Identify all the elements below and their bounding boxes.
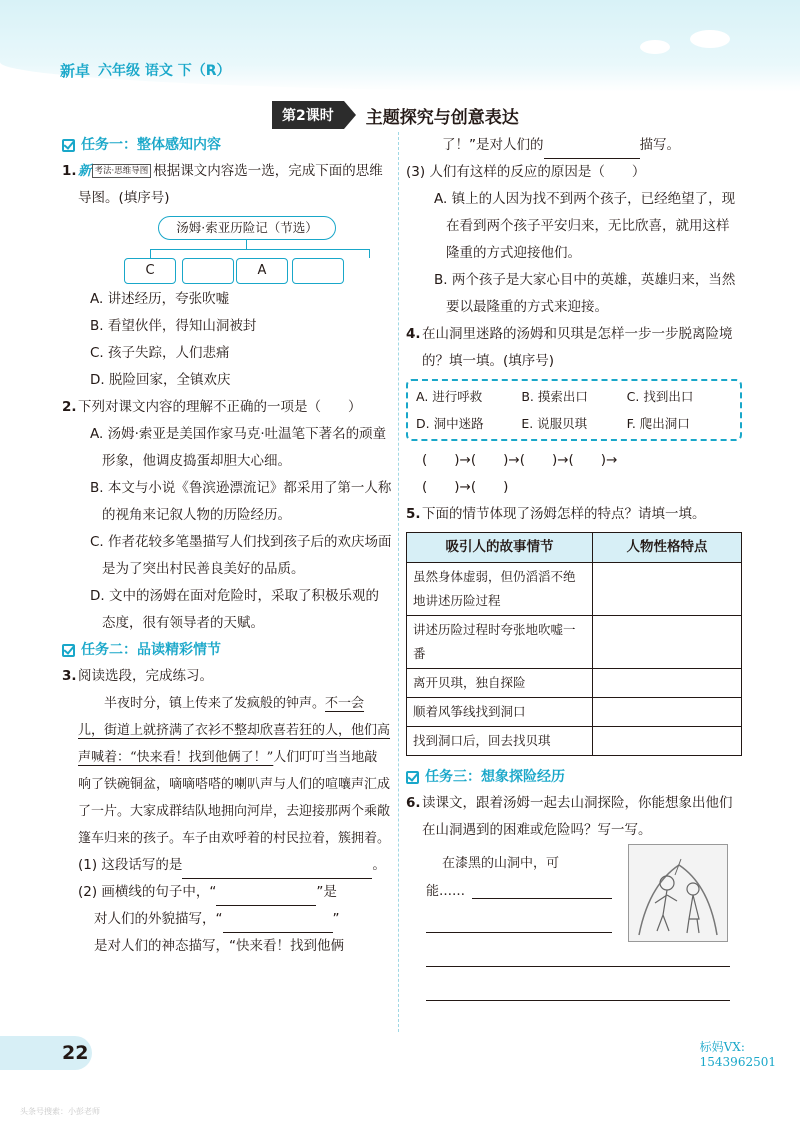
plot-cell: 讲述历险过程时夸张地吹嘘一番	[407, 616, 593, 669]
writing-prompt: 在漆黑的山洞中，可	[442, 856, 560, 871]
sub-question-text: ”是	[316, 884, 337, 900]
brand-logo: 新卓	[60, 62, 91, 80]
answer-blank[interactable]	[182, 863, 372, 879]
sub-question-2-end	[406, 132, 742, 159]
traits-table	[406, 532, 742, 756]
table-row	[407, 616, 742, 669]
answer-cell[interactable]	[593, 616, 742, 669]
question-number: 3.	[62, 668, 77, 684]
passage-text: 半夜时分，镇上传来了发疯般的钟声。	[104, 696, 326, 711]
sub-question-2-cont	[78, 906, 392, 933]
mind-map-box[interactable]	[182, 258, 234, 284]
option-b: B. 两个孩子是大家心目中的英雄，英雄归来，当然要以最隆重的方式来迎接。	[434, 272, 736, 315]
watermark-line: 标妈VX:	[699, 1040, 745, 1054]
mind-map-box[interactable]	[292, 258, 344, 284]
sub-question-text: 是对人们的神态描写，“快来看！找到他俩	[94, 938, 344, 954]
option-a: A. 镇上的人因为找不到两个孩子，已经绝望了，现在看到两个孩子平安归来，无比欣喜，就用这样隆重的方式迎接他们。	[434, 191, 736, 261]
cloud-decoration	[640, 40, 670, 54]
checkbox-icon	[406, 771, 419, 784]
plot-cell: 找到洞口后，回去找贝琪	[407, 727, 593, 756]
table-row	[407, 698, 742, 727]
reading-passage	[78, 690, 392, 852]
watermark-line: 1543962501	[699, 1055, 776, 1069]
underlined-sentence: 不一会儿，街道上就挤满了衣衫不整却欣喜若狂的人，他们高声喊着：“快来看！找到他俩了！”	[78, 696, 391, 765]
table-header: 人物性格特点	[593, 533, 742, 563]
mind-map-box[interactable]: C	[124, 258, 176, 284]
task1-heading	[62, 132, 392, 158]
sub-question-text: ”	[332, 911, 340, 927]
task2-label: 任务二：品读精彩情节	[81, 641, 221, 658]
passage-text: 人们叮叮当当地敲响了铁碗铜盆，嘀嘀嗒嗒的喇叭声与人们的喧嚷声汇成了一片。大家成群结队地拥向河岸，去迎接那两个乘敞篷车归来的孩子。车子由欢呼着的村民拉着，簇拥着。	[78, 750, 391, 846]
option-d: D. 脱险回家，全镇欢庆	[90, 372, 231, 388]
writing-line[interactable]	[426, 932, 612, 933]
question-text: 在山洞里迷路的汤姆和贝琪是怎样一步一步脱离险境的？填一填。(填序号)	[422, 326, 733, 369]
sub-question-text: 描写。	[639, 137, 680, 153]
question-3	[62, 663, 392, 960]
checkbox-icon	[62, 644, 75, 657]
plot-cell: 虽然身体虚弱，但仍滔滔不绝地讲述历险过程	[407, 563, 593, 616]
choice-item: B. 摸索出口	[521, 389, 588, 404]
option-c: C. 作者花较多笔墨描写人们找到孩子后的欢庆场面是为了突出村民善良美好的品质。	[90, 534, 392, 577]
column-divider	[398, 132, 399, 1032]
checkbox-icon	[62, 139, 75, 152]
sub-question-3: (3) 人们有这样的反应的原因是（ ）	[406, 164, 646, 180]
task3-heading	[406, 764, 742, 790]
lesson-title	[272, 100, 519, 130]
question-text: 下面的情节体现了汤姆怎样的特点？请填一填。	[422, 506, 706, 522]
choice-item: D. 洞中迷路	[416, 416, 484, 431]
mind-map-title: 汤姆·索亚历险记（节选）	[158, 216, 336, 240]
mind-map	[78, 212, 392, 286]
answer-cell[interactable]	[593, 727, 742, 756]
lesson-name: 主题探究与创意表达	[365, 107, 519, 128]
question-number: 4.	[406, 326, 421, 342]
writing-line[interactable]	[426, 966, 730, 967]
option-c: C. 孩子失踪，人们悲痛	[90, 345, 230, 361]
choice-item: F. 爬出洞口	[626, 416, 690, 431]
sub-question-text: 对人们的外貌描写，“	[94, 911, 223, 927]
option-d: D. 文中的汤姆在面对危险时，采取了积极乐观的态度，很有领导者的天赋。	[90, 588, 379, 631]
question-text: 阅读选段，完成练习。	[78, 668, 213, 684]
task2-heading	[62, 637, 392, 663]
writing-line[interactable]	[426, 1000, 730, 1001]
question-4	[406, 321, 742, 375]
cave-illustration	[628, 844, 728, 942]
question-6	[406, 790, 742, 844]
punctuation: 。	[372, 857, 386, 873]
table-header: 吸引人的故事情节	[407, 533, 593, 563]
question-text: 读课文，跟着汤姆一起去山洞探险，你能想象出他们在山洞遇到的困难或危险吗？写一写。	[422, 795, 733, 838]
plot-cell: 离开贝琪，独自探险	[407, 669, 593, 698]
answer-blank[interactable]	[216, 890, 316, 906]
cloud-decoration	[690, 30, 730, 48]
question-text: 根据课文内容选一选，完成下面的思维导图。(填序号)	[78, 163, 383, 206]
method-badge: 考法·思维导图	[92, 164, 152, 178]
answer-blank[interactable]	[544, 143, 640, 159]
question-text: 下列对课文内容的理解不正确的一项是（ ）	[78, 399, 362, 415]
choice-item: A. 进行呼救	[416, 389, 483, 404]
grade-label: 六年级 语文 下（R）	[98, 63, 231, 79]
writing-area	[406, 844, 742, 1014]
left-column	[62, 132, 392, 960]
choice-item: C. 找到出口	[626, 389, 694, 404]
answer-cell[interactable]	[593, 669, 742, 698]
task1-label: 任务一：整体感知内容	[81, 136, 221, 153]
answer-blank[interactable]	[223, 917, 333, 933]
question-1	[62, 158, 392, 394]
lesson-tag: 第2课时	[272, 101, 344, 129]
mind-map-connector	[246, 240, 247, 249]
mind-map-connector	[150, 249, 370, 258]
answer-cell[interactable]	[593, 698, 742, 727]
question-number: 5.	[406, 506, 421, 522]
option-b: B. 看望伙伴，得知山洞被封	[90, 318, 257, 334]
plot-cell: 顺着风筝线找到洞口	[407, 698, 593, 727]
option-a: A. 讲述经历，夸张吹嘘	[90, 291, 230, 307]
sequence-blanks[interactable]: ( )→( )	[422, 479, 509, 495]
sub-question-2	[78, 879, 392, 906]
sub-question-1	[78, 852, 392, 879]
writing-prompt: 能……	[426, 884, 466, 899]
question-2	[62, 394, 392, 637]
question-number: 6.	[406, 795, 421, 811]
right-column	[406, 132, 742, 1014]
question-5	[406, 501, 742, 528]
writing-line[interactable]	[472, 898, 612, 899]
option-a: A. 汤姆·索亚是美国作家马克·吐温笔下著名的顽童形象，他调皮捣蛋却胆大心细。	[90, 426, 387, 469]
sub-question-text: (1) 这段话写的是	[78, 857, 183, 873]
table-row	[407, 727, 742, 756]
footer-note: 头条号搜索：小彭老师	[20, 1107, 100, 1116]
task3-label: 任务三：想象探险经历	[425, 768, 565, 785]
page-number: 22	[0, 1036, 92, 1070]
choice-item: E. 说服贝琪	[521, 416, 588, 431]
new-mark: 新	[78, 163, 92, 179]
watermark	[700, 1040, 776, 1070]
question-number: 1.	[62, 163, 77, 179]
sub-question-text: (2) 画横线的句子中，“	[78, 884, 217, 900]
mind-map-box[interactable]: A	[236, 258, 288, 284]
question-number: 2.	[62, 399, 77, 415]
table-row	[407, 563, 742, 616]
sub-question-text: 了！”是对人们的	[442, 137, 544, 153]
table-row	[407, 669, 742, 698]
option-b: B. 本文与小说《鲁滨逊漂流记》都采用了第一人称的视角来记叙人物的历险经历。	[90, 480, 392, 523]
answer-cell[interactable]	[593, 563, 742, 616]
choice-box	[406, 379, 742, 441]
sequence-blanks[interactable]: ( )→( )→( )→( )→	[422, 452, 618, 468]
